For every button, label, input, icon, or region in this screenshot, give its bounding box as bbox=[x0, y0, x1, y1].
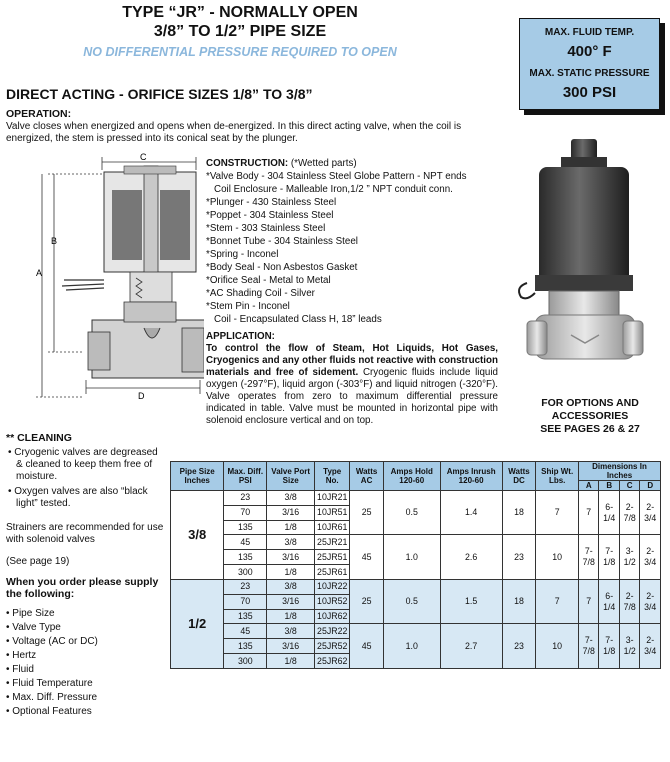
order-item: • Voltage (AC or DC) bbox=[6, 636, 98, 647]
cell-port-size: 3/16 bbox=[267, 505, 315, 520]
application-normal-text: Cryogenic fluids include liquid oxygen (-297°F), liquid argon (-303°F) and liquid nitrogen (-320°F). Valve operates from zero to maximum differential pressure indicated in table. Valve must be mounted in horizontal pipe with solenoid enclosure vertical and on top. bbox=[206, 367, 498, 426]
th-amps-inrush: Amps Inrush 120-60 bbox=[440, 462, 502, 491]
dim-c-label: C bbox=[140, 152, 147, 162]
cell-pipe-size: 3/8 bbox=[171, 491, 224, 580]
coil-left bbox=[112, 190, 142, 260]
cell-d: 2-3/4 bbox=[640, 491, 661, 535]
order-item: • Optional Features bbox=[6, 706, 92, 717]
order-heading: When you order please supply the following: bbox=[6, 576, 159, 600]
operation-text: Valve closes when energized and opens when de-energized. In this direct acting valve, when the coil is energized, the stem is pressed into its conical seat by the plunger. bbox=[6, 121, 462, 144]
th-max-diff: Max. Diff. PSI bbox=[224, 462, 267, 491]
cell-amps-inrush: 2.6 bbox=[440, 535, 502, 579]
cell-c: 3-1/2 bbox=[619, 535, 639, 579]
strainer-note: Strainers are recommended for use with solenoid valves bbox=[6, 522, 164, 545]
valve-product-photo bbox=[505, 135, 665, 380]
cell-type-no: 25JR51 bbox=[315, 550, 350, 565]
spec-box bbox=[519, 18, 660, 110]
cell-port-size: 3/16 bbox=[267, 639, 315, 654]
cell-type-no: 25JR62 bbox=[315, 654, 350, 669]
cell-max-diff: 45 bbox=[224, 535, 267, 550]
cell-c: 3-1/2 bbox=[619, 624, 639, 669]
cell-max-diff: 300 bbox=[224, 654, 267, 669]
cell-port-size: 3/8 bbox=[267, 491, 315, 506]
construction-item: *AC Shading Coil - Silver bbox=[206, 288, 315, 299]
cell-max-diff: 135 bbox=[224, 520, 267, 535]
cell-type-no: 25JR22 bbox=[315, 624, 350, 639]
th-type-no: Type No. bbox=[315, 462, 350, 491]
cell-amps-hold: 0.5 bbox=[383, 579, 440, 623]
options-line1: FOR OPTIONS AND bbox=[541, 397, 639, 409]
cell-c: 2-7/8 bbox=[619, 491, 639, 535]
cell-ship: 10 bbox=[536, 535, 579, 579]
cell-pipe-size: 1/2 bbox=[171, 579, 224, 668]
application-section bbox=[206, 331, 498, 427]
order-item: • Pipe Size bbox=[6, 608, 55, 619]
cell-max-diff: 70 bbox=[224, 505, 267, 520]
dim-a-label: A bbox=[36, 268, 43, 278]
table-row bbox=[171, 491, 661, 506]
cell-amps-inrush: 2.7 bbox=[440, 624, 502, 669]
valve-cutaway-drawing bbox=[4, 152, 204, 407]
max-temp-value: 400° F bbox=[567, 43, 612, 60]
cell-max-diff: 45 bbox=[224, 624, 267, 639]
cell-max-diff: 135 bbox=[224, 550, 267, 565]
construction-item: *Poppet - 304 Stainless Steel bbox=[206, 210, 334, 221]
dim-b-label: B bbox=[51, 236, 58, 246]
max-temp-label: MAX. FLUID TEMP. bbox=[544, 27, 635, 38]
table-row bbox=[171, 535, 661, 550]
construction-heading bbox=[206, 157, 506, 170]
options-line3: SEE PAGES 26 & 27 bbox=[540, 423, 640, 435]
order-item: • Valve Type bbox=[6, 622, 61, 633]
th-dim-d: D bbox=[640, 481, 661, 491]
order-item: • Fluid Temperature bbox=[6, 678, 93, 689]
cell-amps-inrush: 1.5 bbox=[440, 579, 502, 623]
cell-b: 6-1/4 bbox=[599, 491, 619, 535]
cell-port-size: 3/8 bbox=[267, 579, 315, 594]
max-pressure-value: 300 PSI bbox=[562, 84, 617, 101]
body-outlet bbox=[182, 328, 204, 372]
table-row bbox=[171, 579, 661, 594]
cell-a: 7-7/8 bbox=[579, 535, 599, 579]
cell-port-size: 1/8 bbox=[267, 520, 315, 535]
cell-d: 2-3/4 bbox=[640, 579, 661, 623]
page-title-line2: 3/8” TO 1/2” PIPE SIZE bbox=[153, 23, 327, 40]
application-heading: APPLICATION: bbox=[206, 331, 275, 342]
order-item: • Hertz bbox=[6, 650, 37, 661]
dim-d-label: D bbox=[138, 391, 145, 401]
cell-port-size: 1/8 bbox=[267, 654, 315, 669]
cell-type-no: 25JR61 bbox=[315, 565, 350, 580]
cell-type-no: 10JR21 bbox=[315, 491, 350, 506]
cell-watts-ac: 25 bbox=[350, 579, 384, 623]
construction-section bbox=[206, 157, 506, 326]
construction-item: *Plunger - 430 Stainless Steel bbox=[206, 197, 337, 208]
construction-item: *Spring - Inconel bbox=[206, 249, 279, 260]
order-item: • Max. Diff. Pressure bbox=[6, 692, 98, 703]
options-note bbox=[520, 397, 660, 436]
cell-port-size: 3/8 bbox=[267, 535, 315, 550]
cell-amps-hold: 1.0 bbox=[383, 535, 440, 579]
cell-type-no: 10JR61 bbox=[315, 520, 350, 535]
cell-port-size: 1/8 bbox=[267, 565, 315, 580]
cleaning-and-ordering bbox=[6, 432, 166, 720]
cleaning-heading: ** CLEANING bbox=[6, 432, 72, 444]
table-row bbox=[171, 624, 661, 639]
th-pipe-size: Pipe Size Inches bbox=[171, 462, 224, 491]
cleaning-bullet: • Oxygen valves are also “black light” tested. bbox=[8, 486, 148, 509]
application-text bbox=[206, 343, 498, 427]
spec-table-wrap bbox=[170, 461, 661, 669]
construction-item: *Bonnet Tube - 304 Stainless Steel bbox=[206, 236, 358, 247]
cell-ship: 7 bbox=[536, 579, 579, 623]
cell-max-diff: 135 bbox=[224, 639, 267, 654]
cell-port-size: 3/8 bbox=[267, 624, 315, 639]
cell-watts-dc: 18 bbox=[502, 579, 536, 623]
cell-amps-inrush: 1.4 bbox=[440, 491, 502, 535]
cell-watts-dc: 23 bbox=[502, 535, 536, 579]
construction-item: *Stem - 303 Stainless Steel bbox=[206, 223, 326, 234]
body-neck bbox=[124, 302, 176, 322]
cell-max-diff: 135 bbox=[224, 609, 267, 624]
construction-item: Coil Enclosure - Malleable Iron,1/2 ” NPT conduit conn. bbox=[214, 184, 453, 195]
cell-d: 2-3/4 bbox=[640, 535, 661, 579]
see-page-note: (See page 19) bbox=[6, 556, 70, 567]
cell-max-diff: 70 bbox=[224, 594, 267, 609]
cell-type-no: 10JR62 bbox=[315, 609, 350, 624]
order-list bbox=[6, 608, 166, 718]
cell-d: 2-3/4 bbox=[640, 624, 661, 669]
operation-heading: OPERATION: bbox=[6, 108, 72, 120]
cell-watts-dc: 18 bbox=[502, 491, 536, 535]
construction-item: *Orifice Seal - Metal to Metal bbox=[206, 275, 331, 286]
th-dim-b: B bbox=[599, 481, 619, 491]
th-ship-wt: Ship Wt. Lbs. bbox=[536, 462, 579, 491]
body-inlet bbox=[88, 332, 110, 370]
construction-item: Coil - Encapsulated Class H, 18” leads bbox=[214, 314, 382, 325]
top-nut bbox=[124, 166, 176, 174]
cell-c: 2-7/8 bbox=[619, 579, 639, 623]
cell-port-size: 3/16 bbox=[267, 594, 315, 609]
cell-ship: 10 bbox=[536, 624, 579, 669]
cell-type-no: 10JR22 bbox=[315, 579, 350, 594]
cell-port-size: 1/8 bbox=[267, 609, 315, 624]
cleaning-bullet: • Cryogenic valves are degreased & cleaned to keep them free of moisture. bbox=[8, 447, 158, 482]
spec-table-body bbox=[171, 491, 661, 669]
cell-max-diff: 23 bbox=[224, 579, 267, 594]
construction-note: (*Wetted parts) bbox=[288, 158, 357, 169]
cell-amps-hold: 0.5 bbox=[383, 491, 440, 535]
max-pressure-label: MAX. STATIC PRESSURE bbox=[529, 68, 650, 79]
cell-type-no: 10JR51 bbox=[315, 505, 350, 520]
page-subtitle: NO DIFFERENTIAL PRESSURE REQUIRED TO OPEN bbox=[83, 45, 397, 59]
coil-right bbox=[160, 190, 190, 260]
cell-a: 7-7/8 bbox=[579, 624, 599, 669]
cell-amps-hold: 1.0 bbox=[383, 624, 440, 669]
cell-ship: 7 bbox=[536, 491, 579, 535]
section-heading: DIRECT ACTING - ORIFICE SIZES 1/8” TO 3/8” bbox=[6, 86, 313, 102]
cell-watts-ac: 45 bbox=[350, 624, 384, 669]
th-watts-dc: Watts DC bbox=[502, 462, 536, 491]
cell-watts-ac: 45 bbox=[350, 535, 384, 579]
cell-type-no: 25JR21 bbox=[315, 535, 350, 550]
cell-type-no: 25JR52 bbox=[315, 639, 350, 654]
th-dim-c: C bbox=[619, 481, 639, 491]
cell-watts-dc: 23 bbox=[502, 624, 536, 669]
spec-table bbox=[170, 461, 661, 669]
construction-item: *Stem Pin - Inconel bbox=[206, 301, 290, 312]
th-watts-ac: Watts AC bbox=[350, 462, 384, 491]
th-port-size: Valve Port Size bbox=[267, 462, 315, 491]
coil-leads bbox=[62, 280, 104, 290]
bonnet bbox=[130, 272, 172, 302]
cell-b: 7-1/8 bbox=[599, 535, 619, 579]
cell-max-diff: 23 bbox=[224, 491, 267, 506]
construction-item: *Valve Body - 304 Stainless Steel Globe Pattern - NPT ends bbox=[206, 171, 467, 182]
cell-max-diff: 300 bbox=[224, 565, 267, 580]
application-bold-text: To control the flow of Steam, Hot Liquids, Hot Gases, Cryogenics and any other fluids not reactive with construction materials and free of sidement. bbox=[206, 343, 498, 378]
cell-port-size: 3/16 bbox=[267, 550, 315, 565]
cell-b: 7-1/8 bbox=[599, 624, 619, 669]
th-amps-hold: Amps Hold 120-60 bbox=[383, 462, 440, 491]
cell-b: 6-1/4 bbox=[599, 579, 619, 623]
construction-title: CONSTRUCTION: bbox=[206, 158, 289, 169]
options-line2: ACCESSORIES bbox=[551, 410, 629, 422]
order-item: • Fluid bbox=[6, 664, 34, 675]
cell-a: 7 bbox=[579, 579, 599, 623]
cell-watts-ac: 25 bbox=[350, 491, 384, 535]
th-dim-a: A bbox=[579, 481, 599, 491]
th-dimensions: Dimensions In Inches bbox=[579, 462, 661, 481]
page-title-line1: TYPE “JR” - NORMALLY OPEN bbox=[122, 4, 358, 21]
construction-item: *Body Seal - Non Asbestos Gasket bbox=[206, 262, 358, 273]
cell-a: 7 bbox=[579, 491, 599, 535]
cell-type-no: 10JR52 bbox=[315, 594, 350, 609]
